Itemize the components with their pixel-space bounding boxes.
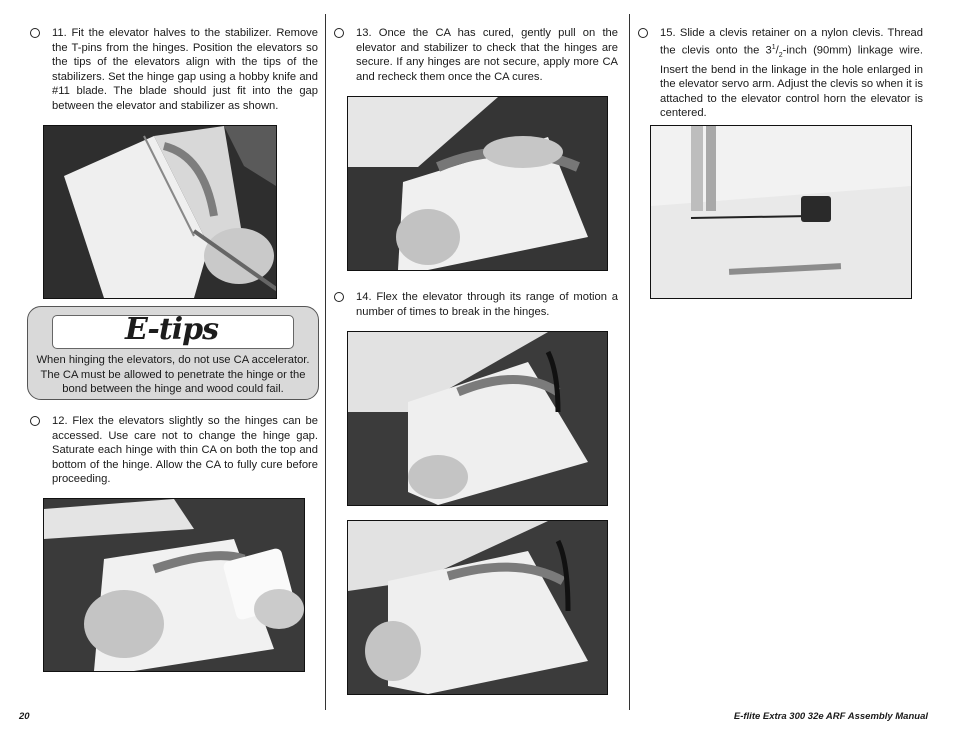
step-11-text: 11. Fit the elevator halves to the stabilizer. Remove the T-pins from the hinges. Position the elevators so the tips of the elevators align with the tips of the stabilizers. Set the hinge gap using a hobby knife and #11 blade. The blade should just fit into the gap between the elevator and stabilizer as shown.	[52, 27, 318, 112]
fraction-denominator: 2	[778, 51, 783, 59]
step-15-text	[660, 26, 923, 121]
column-divider-right	[629, 14, 630, 710]
etips-logo: E-tips	[125, 312, 218, 347]
checkbox-bullet-icon[interactable]	[30, 28, 40, 38]
step-12-text: 12. Flex the elevators slightly so the hinges can be accessed. Use care not to change the hinge gap. Saturate each hinge with thin CA on both the top and bottom of the hinge. Allow the CA to fully cure before proceeding.	[52, 415, 318, 485]
fraction-slash: /	[775, 44, 779, 57]
photo-pull-elevator	[347, 96, 608, 271]
checkbox-bullet-icon[interactable]	[30, 416, 40, 426]
photo-ca-application	[43, 498, 305, 672]
photo-flex-elevator-2	[347, 520, 608, 695]
step-14-text: 14. Flex the elevator through its range of motion a number of times to break in the hinges.	[356, 291, 618, 318]
etips-text: When hinging the elevators, do not use CA accelerator. The CA must be allowed to penetrate the hinge or the bond between the hinge and wood could fail.	[36, 354, 310, 395]
step-15-text-a: 15. Slide a clevis retainer on a nylon clevis. Thread the clevis onto the 3	[660, 27, 923, 57]
column-divider-left	[325, 14, 326, 710]
step-13	[331, 26, 618, 84]
checkbox-bullet-icon[interactable]	[334, 28, 344, 38]
step-12	[27, 414, 318, 487]
checkbox-bullet-icon[interactable]	[638, 28, 648, 38]
etips-callout	[27, 306, 319, 400]
step-14	[331, 290, 618, 319]
step-15-text-b: -inch (90mm) linkage wire. Insert the bend in the linkage in the hole enlarged in the elevator servo arm. Adjust the clevis so when it is attached to the elevator control horn the elevator is centered.	[660, 44, 923, 120]
photo-flex-elevator-1	[347, 331, 608, 506]
step-13-text: 13. Once the CA has cured, gently pull on the elevator and stabilizer to check that the hinges are secure. If any hinges are not secure, apply more CA and recheck them once the CA cures.	[356, 27, 618, 83]
photo-hinge-gap-knife	[43, 125, 277, 299]
page-number: 20	[19, 711, 30, 722]
photo-servo-linkage	[650, 125, 912, 299]
checkbox-bullet-icon[interactable]	[334, 292, 344, 302]
etips-logo-bar	[52, 312, 294, 349]
fraction-numerator: 1	[771, 43, 776, 51]
manual-title: E-flite Extra 300 32e ARF Assembly Manual	[733, 711, 928, 722]
step-11	[27, 26, 318, 113]
step-15	[635, 26, 923, 121]
